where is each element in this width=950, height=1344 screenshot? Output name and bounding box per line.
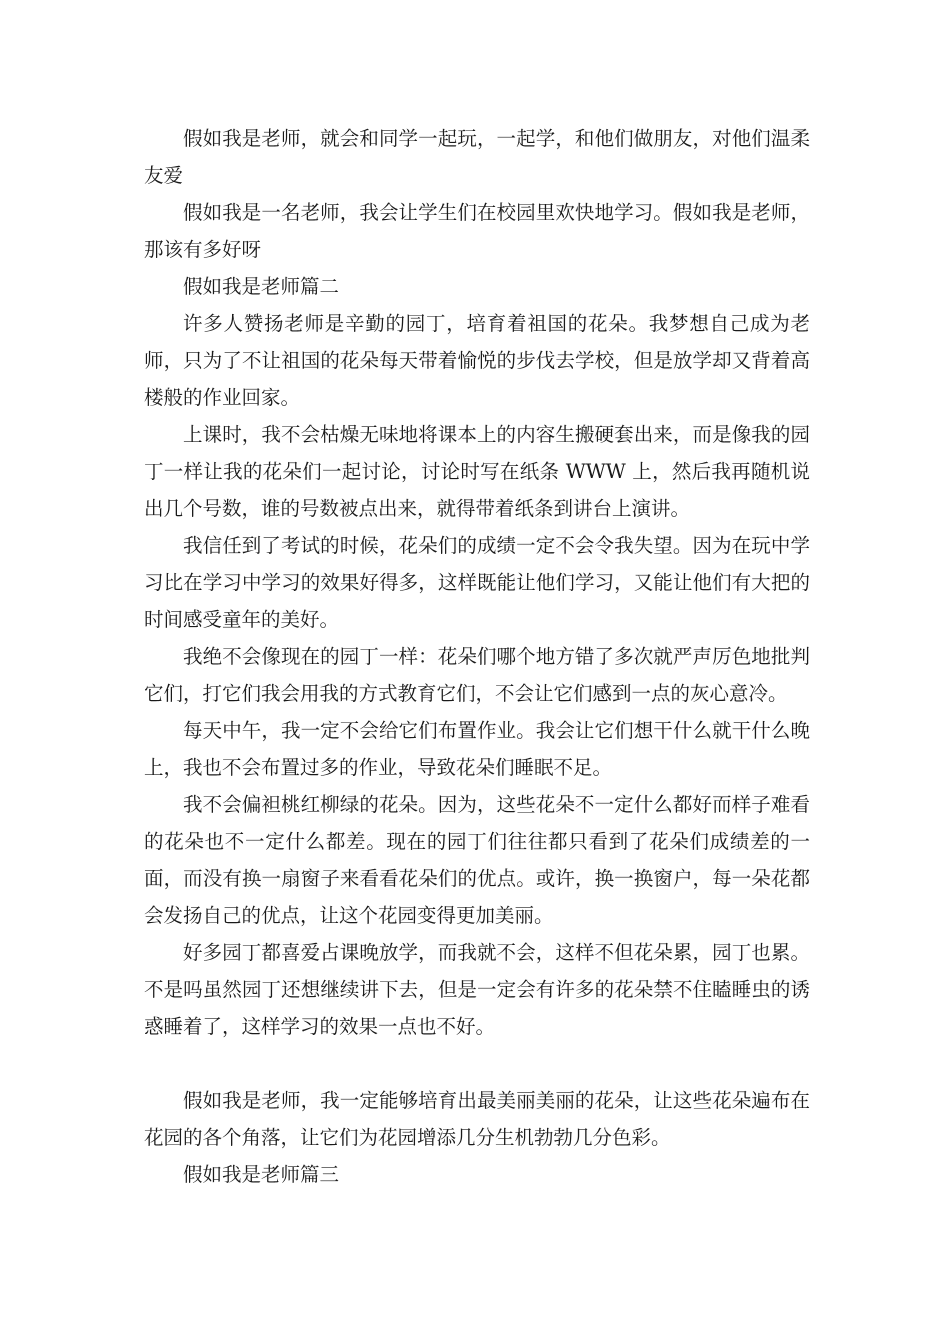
section-heading: 假如我是老师篇三	[183, 1163, 340, 1186]
paragraph: 上课时，我不会枯燥无味地将课本上的内容生搬硬套出来，而是像我的园丁一样让我的花朵们一起讨论，讨论时写在纸条 WWW 上，然后我再随机说出几个号数，谁的号数被点出来，就得带着纸条到讲台上演讲。	[144, 423, 810, 520]
paragraph: 每天中午，我一定不会给它们布置作业。我会让它们想干什么就干什么晚上，我也不会布置过多的作业，导致花朵们睡眠不足。	[144, 719, 810, 779]
paragraph: 我信任到了考试的时候，花朵们的成绩一定不会令我失望。因为在玩中学习比在学习中学习的效果好得多，这样既能让他们学习，又能让他们有大把的时间感受童年的美好。	[144, 534, 810, 631]
blank-line	[144, 1045, 810, 1082]
paragraph: 好多园丁都喜爱占课晚放学，而我就不会，这样不但花朵累，园丁也累。不是吗虽然园丁还想继续讲下去，但是一定会有许多的花朵禁不住瞌睡虫的诱惑睡着了，这样学习的效果一点也不好。	[144, 941, 810, 1038]
document-body	[144, 120, 810, 1193]
paragraph: 我绝不会像现在的园丁一样：花朵们哪个地方错了多次就严声厉色地批判它们，打它们我会用我的方式教育它们，不会让它们感到一点的灰心意冷。	[144, 645, 810, 705]
paragraph: 假如我是老师，我一定能够培育出最美丽美丽的花朵，让这些花朵遍布在花园的各个角落，让它们为花园增添几分生机勃勃几分色彩。	[144, 1089, 810, 1149]
paragraph: 许多人赞扬老师是辛勤的园丁，培育着祖国的花朵。我梦想自己成为老师，只为了不让祖国的花朵每天带着愉悦的步伐去学校，但是放学却又背着高楼般的作业回家。	[144, 312, 810, 409]
paragraph: 假如我是老师，就会和同学一起玩，一起学，和他们做朋友，对他们温柔友爱	[144, 127, 810, 187]
paragraph: 假如我是一名老师，我会让学生们在校园里欢快地学习。假如我是老师，那该有多好呀	[144, 201, 810, 261]
section-heading: 假如我是老师篇二	[183, 275, 340, 298]
paragraph: 我不会偏袒桃红柳绿的花朵。因为，这些花朵不一定什么都好而样子难看的花朵也不一定什么都差。现在的园丁们往往都只看到了花朵们成绩差的一面，而没有换一扇窗子来看看花朵们的优点。或许，换一换窗户，每一朵花都会发扬自己的优点，让这个花园变得更加美丽。	[144, 793, 810, 927]
